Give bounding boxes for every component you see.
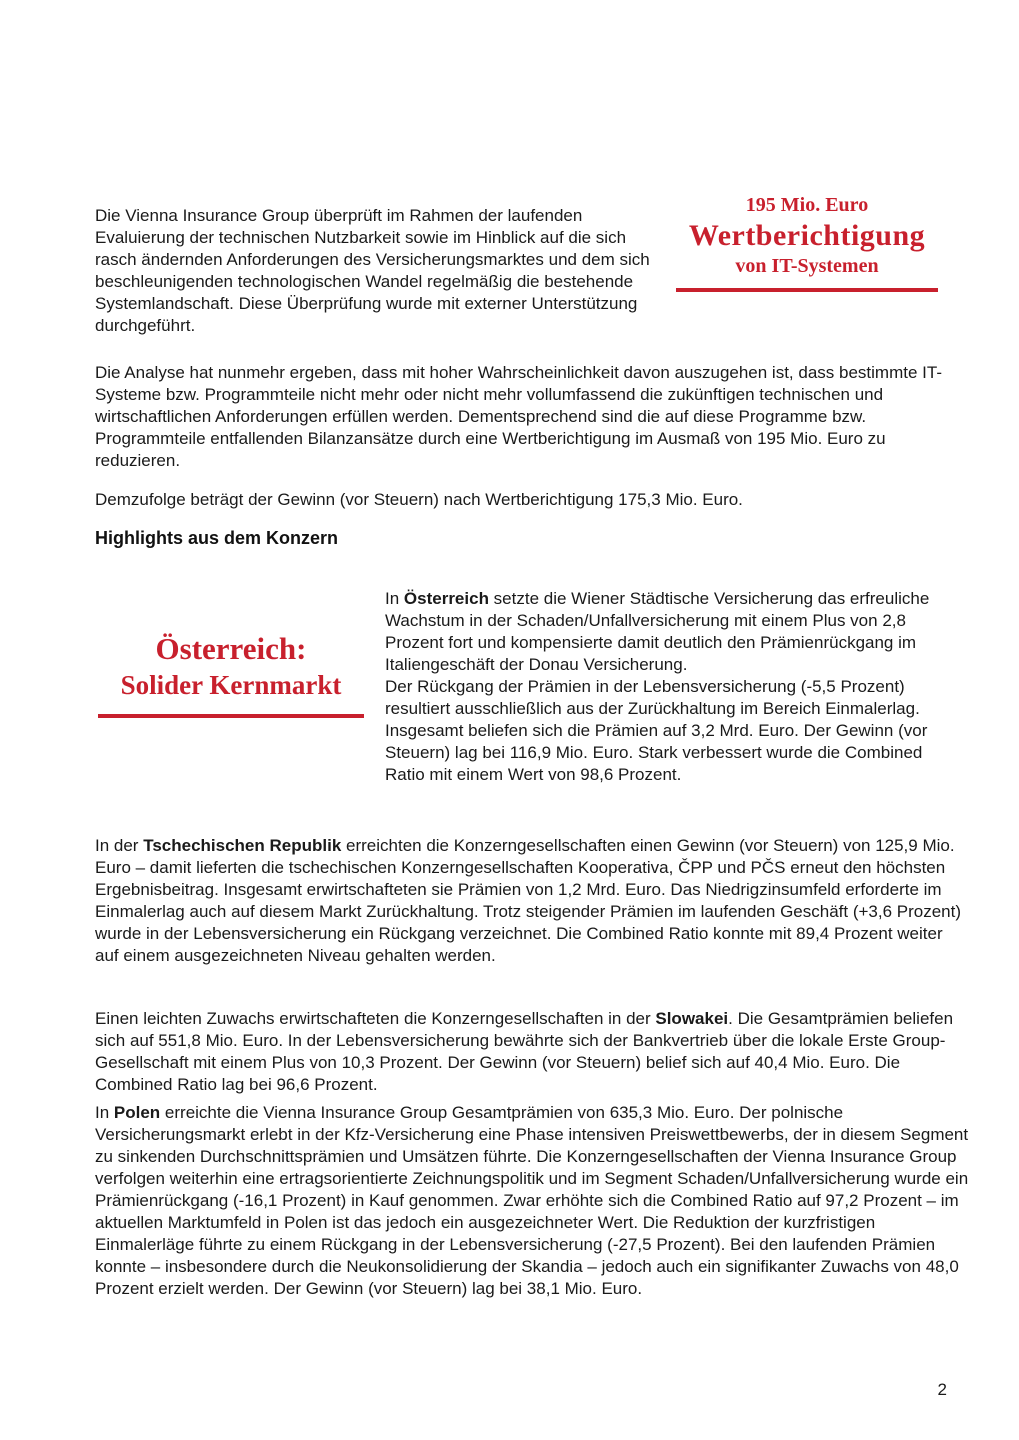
callout-wertberichtigung-title: Wertberichtigung xyxy=(688,219,926,252)
intro-paragraph-3: Demzufolge beträgt der Gewinn (vor Steuern) nach Wertberichtigung 175,3 Mio. Euro. xyxy=(95,490,743,509)
czech-paragraph xyxy=(95,835,967,967)
austria-column xyxy=(385,588,963,786)
austria-p1-prefix: In xyxy=(385,589,404,608)
callout-oesterreich-line1: Österreich: xyxy=(155,631,307,666)
callout-wertberichtigung-amount: 195 Mio. Euro xyxy=(745,194,869,216)
czech-rest: erreichten die Konzerngesellschaften einen Gewinn (vor Steuern) von 125,9 Mio. Euro – damit lieferten die tschechischen Konzerngesellschaften Kooperativa, ČPP und PČS erneut den höchsten Ergebnisbeitrag. Insgesamt erwirtschafteten sie Prämien von 1,2 Mrd. Euro. Das Niedrigzinsumfeld erforderte im Einmalerlag auch auf diesem Markt Zurückhaltung. Trotz steigender Prämien im laufenden Geschäft (+3,6 Prozent) wurde in der Lebensversicherung ein Rückgang verzeichnet. Die Combined Ratio konnte mit 89,4 Prozent weiter auf einem ausgezeichneten Niveau gehalten werden. xyxy=(95,836,962,965)
slovakia-rest: . Die Gesamtprämien beliefen sich auf 551,8 Mio. Euro. In der Lebensversicherung bewährte sich der Bankvertrieb über die lokale Erste Group-Gesellschaft mit einem Plus von 10,3 Prozent. Der Gewinn (vor Steuern) belief sich auf 40,4 Mio. Euro. Die Combined Ratio lag bei 96,6 Prozent. xyxy=(95,1009,954,1094)
austria-paragraph-2: Der Rückgang der Prämien in der Lebensversicherung (-5,5 Prozent) resultiert ausschließlich aus der Zurückhaltung im Bereich Einmalerlag. Insgesamt beliefen sich die Prämien auf 3,2 Mrd. Euro. Der Gewinn (vor Steuern) lag bei 116,9 Mio. Euro. Stark verbessert wurde die Combined Ratio mit einem Wert von 98,6 Prozent. xyxy=(385,677,928,784)
intro-paragraph-2: Die Analyse hat nunmehr ergeben, dass mit hoher Wahrscheinlichkeit davon auszugehen ist, dass bestimmte IT-Systeme bzw. Programmteile nicht mehr oder nicht mehr vollumfassend die zukünftigen technischen und wirtschaftlichen Anforderungen erfüllen werden. Dementsprechend sind die auf diese Programme bzw. Programmteile entfallenden Bilanzansätze durch eine Wertberichtigung im Ausmaß von 195 Mio. Euro zu reduzieren. xyxy=(95,363,942,470)
callout-wertberichtigung-subtitle: von IT-Systemen xyxy=(735,255,879,277)
poland-bold: Polen xyxy=(113,1103,161,1122)
czech-bold: Tschechischen Republik xyxy=(143,836,342,855)
poland-paragraph xyxy=(95,1102,975,1300)
callout-oesterreich xyxy=(98,630,364,718)
slovakia-prefix: Einen leichten Zuwachs erwirtschafteten die Konzerngesellschaften in der xyxy=(95,1009,656,1028)
austria-p1-rest: setzte die Wiener Städtische Versicherung das erfreuliche Wachstum in der Schaden/Unfallversicherung mit einem Plus von 2,8 Prozent fort und kompensierte damit deutlich den Prämienrückgang im Italiengeschäft der Donau Versicherung. xyxy=(385,589,930,674)
austria-paragraph-1 xyxy=(385,588,963,676)
poland-rest: erreichte die Vienna Insurance Group Gesamtprämien von 635,3 Mio. Euro. Der polnische Versicherungsmarkt erlebt in der Kfz-Versicherung eine Phase intensiven Preiswettbewerbs, der in diesem Segment zu sinkenden Durchschnittsprämien und Umsätzen führte. Die Konzerngesellschaften der Vienna Insurance Group verfolgen weiterhin eine ertragsorientierte Zeichnungspolitik und im Segment Schaden/Unfallversicherung wurde ein Prämienrückgang (-16,1 Prozent) in Kauf genommen. Zwar erhöhte sich die Combined Ratio auf 97,2 Prozent – im aktuellen Marktumfeld in Polen ist das jedoch ein ausgezeichneter Wert. Die Reduktion der kurzfristigen Einmalerläge führte zu einem Rückgang in der Lebensversicherung (-27,5 Prozent). Bei den laufenden Prämien konnte – insbesondere durch die Neukonsolidierung der Skandia – jedoch auch ein signifikanter Zuwachs von 48,0 Prozent erzielt werden. Der Gewinn (vor Steuern) lag bei 38,1 Mio. Euro. xyxy=(95,1103,969,1298)
poland-prefix: In xyxy=(95,1103,114,1122)
section-heading-highlights: Highlights aus dem Konzern xyxy=(95,528,339,548)
intro-paragraph-1: Die Vienna Insurance Group überprüft im Rahmen der laufenden Evaluierung der technischen Nutzbarkeit sowie im Hinblick auf die sich rasch ändernden Anforderungen des Versicherungsmarktes und dem sich beschleunigenden technologischen Wandel regelmäßig die bestehende Systemlandschaft. Diese Überprüfung wurde mit externer Unterstützung durchgeführt. xyxy=(95,206,650,335)
czech-prefix: In der xyxy=(95,836,144,855)
slovakia-bold: Slowakei xyxy=(655,1009,729,1028)
callout-wertberichtigung xyxy=(676,192,938,292)
slovakia-paragraph xyxy=(95,1008,967,1096)
page-number: 2 xyxy=(937,1380,947,1399)
austria-p1-bold: Österreich xyxy=(403,589,489,608)
callout-oesterreich-line2: Solider Kernmarkt xyxy=(120,670,342,700)
